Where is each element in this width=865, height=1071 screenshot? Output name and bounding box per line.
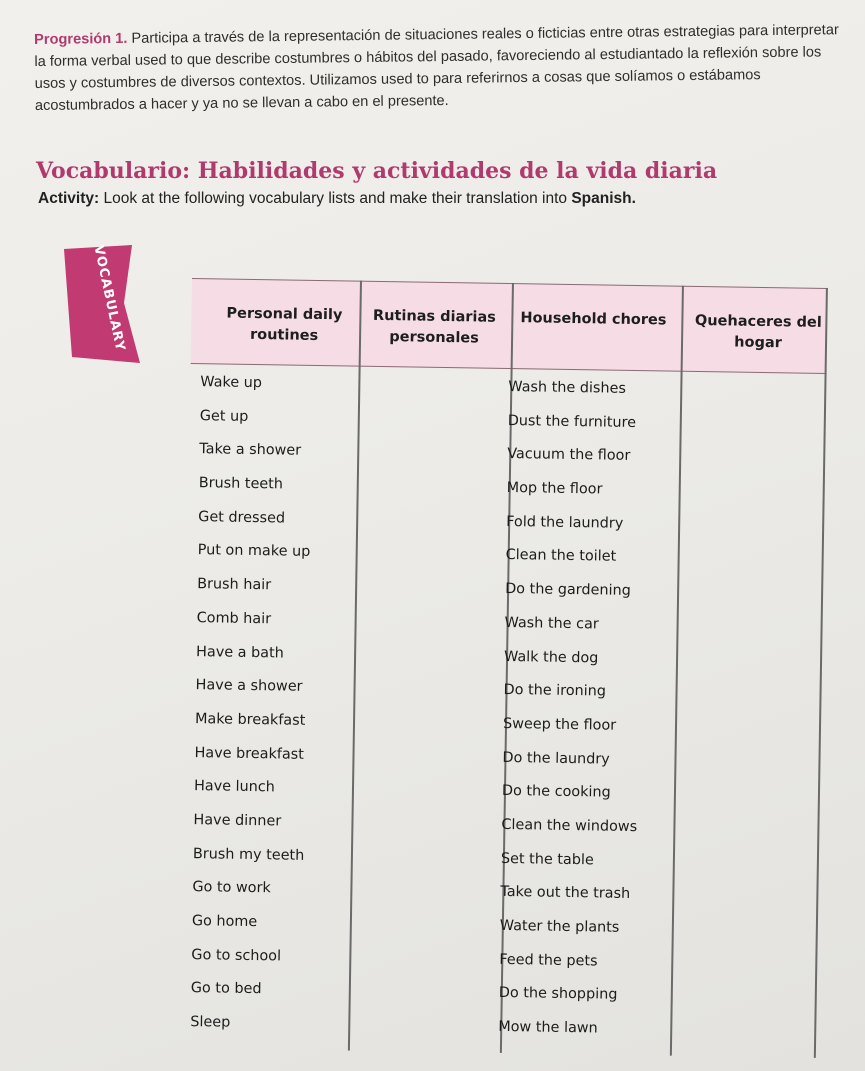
list-item: Take a shower <box>199 441 302 460</box>
list-item: Have a shower <box>195 677 303 695</box>
list-item: Mow the lawn <box>498 1018 598 1037</box>
intro-text: Participa a través de la representación de situaciones reales o ficticias entre otras estrategias para interpretar la forma verbal used to que describe costumbres o hábitos del pasado, favoreciendo al estudiantado la reflexión sobre los usos y costumbres de diversos contextos. Utilizamos used to para referirnos a cosas que solíamos o estábamos acostumbrados a hacer y ya no se llevan a cabo en el presente. <box>34 21 839 114</box>
list-item: Put on make up <box>197 542 311 561</box>
column-divider <box>670 286 684 1056</box>
list-item: Get up <box>199 407 249 425</box>
list-item: Wake up <box>200 374 263 392</box>
list-item: Set the table <box>500 850 594 869</box>
list-item: Vacuum the floor <box>507 446 631 465</box>
list-item: Do the gardening <box>505 581 631 600</box>
list-item: Wash the dishes <box>508 378 627 397</box>
column-divider <box>814 288 828 1058</box>
list-item: Have dinner <box>193 812 282 830</box>
list-item: Do the cooking <box>501 783 611 801</box>
header-rutinas-diarias: Rutinas diarias personales <box>372 307 496 347</box>
list-item: Feed the pets <box>499 951 598 970</box>
activity-emphasis: Spanish. <box>571 190 636 207</box>
activity-text: Look at the following vocabulary lists and make their translation into <box>99 190 572 207</box>
column-divider <box>348 281 362 1051</box>
vocabulary-badge <box>62 245 142 365</box>
vocab-title: Vocabulario: Habilidades y actividades de la vida diaria <box>36 158 718 184</box>
list-item: Mop the floor <box>506 480 603 498</box>
list-item: Clean the toilet <box>505 547 617 566</box>
activity-instruction <box>38 190 636 208</box>
list-item: Clean the windows <box>501 816 638 835</box>
list-item: Fold the laundry <box>506 513 624 532</box>
activity-label: Activity: <box>38 190 100 207</box>
vocabulary-table <box>180 278 828 1063</box>
list-item: Walk the dog <box>503 648 599 666</box>
list-item: Go home <box>191 913 258 931</box>
list-item: Do the ironing <box>503 682 607 700</box>
table-header <box>191 278 828 374</box>
list-item: Go to bed <box>190 980 262 998</box>
progression-label: Progresión 1. <box>34 30 128 48</box>
header-household-chores: Household chores <box>520 310 667 329</box>
household-chores-list <box>498 371 644 1047</box>
list-item: Do the shopping <box>498 985 618 1004</box>
list-item: Do the laundry <box>502 749 610 768</box>
list-item: Go to school <box>191 946 282 965</box>
list-item: Brush my teeth <box>192 845 305 864</box>
header-quehaceres: Quehaceres del hogar <box>694 312 822 352</box>
list-item: Make breakfast <box>194 710 306 729</box>
list-item: Go to work <box>192 879 271 897</box>
list-item: Take out the trash <box>500 884 631 903</box>
intro-paragraph <box>34 19 855 117</box>
list-item: Comb hair <box>196 609 272 628</box>
list-item: Have breakfast <box>194 744 305 763</box>
header-personal-routines: Personal daily routines <box>226 305 343 344</box>
list-item: Have lunch <box>193 778 275 796</box>
list-item: Wash the car <box>504 614 599 633</box>
list-item: Dust the furniture <box>507 412 637 431</box>
list-item: Water the plants <box>499 917 620 936</box>
list-item: Sweep the floor <box>502 715 617 734</box>
list-item: Brush hair <box>197 576 272 594</box>
personal-routines-list <box>190 366 313 1041</box>
badge-label: VOCABULARY <box>90 244 128 353</box>
list-item: Have a bath <box>196 643 284 661</box>
list-item: Sleep <box>190 1014 231 1031</box>
list-item: Get dressed <box>198 508 286 527</box>
list-item: Brush teeth <box>198 475 284 493</box>
